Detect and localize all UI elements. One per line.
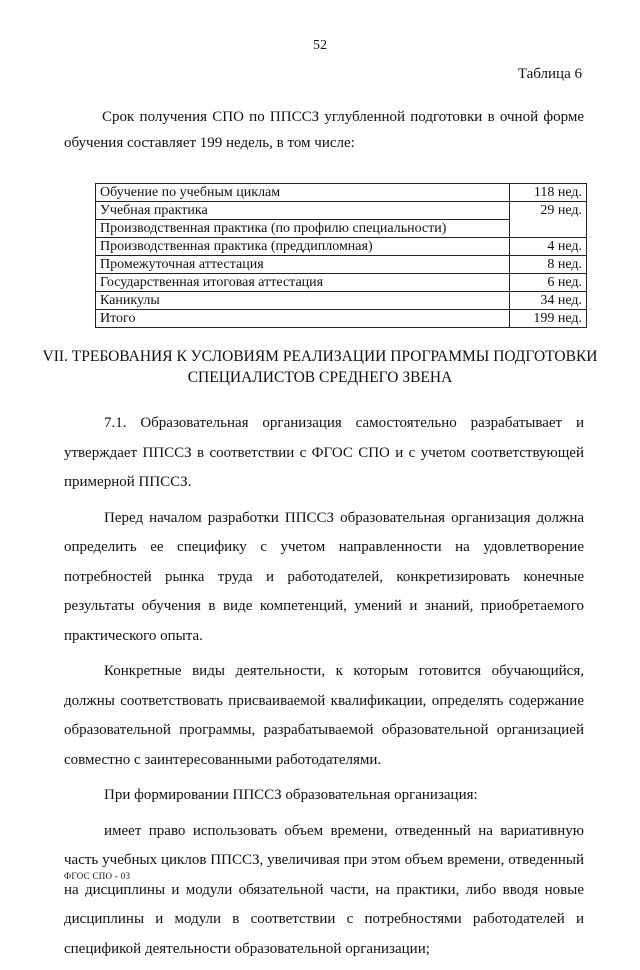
table-cell-value: 29 нед. — [510, 202, 587, 238]
section-heading — [40, 346, 600, 388]
page-number: 52 — [313, 38, 327, 53]
table-cell-value: 34 нед. — [510, 292, 587, 310]
table-row — [96, 256, 587, 274]
intro-text — [64, 104, 584, 156]
table-cell-label: Производственная практика (преддипломная) — [96, 238, 510, 256]
paragraph: Перед началом разработки ППССЗ образовательная организация должна определить ее специфику с учетом направленности на удовлетворение потребностей рынка труда и работодателей, конкретизировать конечные результаты обучения в виде компетенций, умений и знаний, приобретаемого практического опыта. — [64, 509, 584, 644]
table-cell-label: Обучение по учебным циклам — [96, 184, 510, 202]
table-row — [96, 292, 587, 310]
table-row — [96, 238, 587, 256]
paragraph: Конкретные виды деятельности, к которым готовится обучающийся, должны соответствовать присваиваемой квалификации, определять содержание образовательной программы, разрабатываемой образовательной организацией совместно с заинтересованными работодателями. — [64, 663, 584, 768]
table-cell-value: 199 нед. — [510, 310, 587, 328]
table-cell-value: 8 нед. — [510, 256, 587, 274]
table-row — [96, 184, 587, 202]
table-row — [96, 202, 587, 220]
table-cell-label: Учебная практика — [96, 202, 510, 220]
body-text — [64, 409, 584, 970]
table-cell-value: 118 нед. — [510, 184, 587, 202]
paragraph: 7.1. Образовательная организация самостоятельно разрабатывает и утверждает ППССЗ в соответствии с ФГОС СПО и с учетом соответствующей примерной ППССЗ. — [64, 415, 584, 490]
table-cell-label: Государственная итоговая аттестация — [96, 274, 510, 292]
paragraph: имеет право использовать объем времени, отведенный на вариативную часть учебных циклов ППССЗ, увеличивая при этом объем времени, отведенный на дисциплины и модули обязательной части, на практики, либо вводя новые дисциплины и модули в соответствии с потребностями работодателей и спецификой деятельности образовательной организации; — [64, 822, 584, 957]
table-cell-label: Каникулы — [96, 292, 510, 310]
table-cell-value: 6 нед. — [510, 274, 587, 292]
section-heading-line: VII. ТРЕБОВАНИЯ К УСЛОВИЯМ РЕАЛИЗАЦИИ ПРОГРАММЫ ПОДГОТОВКИ — [42, 348, 598, 365]
table-cell-label: Промежуточная аттестация — [96, 256, 510, 274]
paragraph: При формировании ППССЗ образовательная организация: — [104, 787, 478, 803]
intro-paragraph: Срок получения СПО по ППССЗ углубленной подготовки в очной форме обучения составляет 199 недель, в том числе: — [64, 109, 584, 151]
table-cell-label: Итого — [96, 310, 510, 328]
table-cell-label: Производственная практика (по профилю специальности) — [96, 220, 510, 238]
footer-code: ФГОС СПО - 03 — [64, 871, 131, 881]
table-label: Таблица 6 — [517, 66, 582, 82]
table-cell-value: 4 нед. — [510, 238, 587, 256]
table-row — [96, 274, 587, 292]
duration-table — [95, 183, 587, 328]
section-heading-line: СПЕЦИАЛИСТОВ СРЕДНЕГО ЗВЕНА — [187, 369, 453, 386]
table-row — [96, 310, 587, 328]
